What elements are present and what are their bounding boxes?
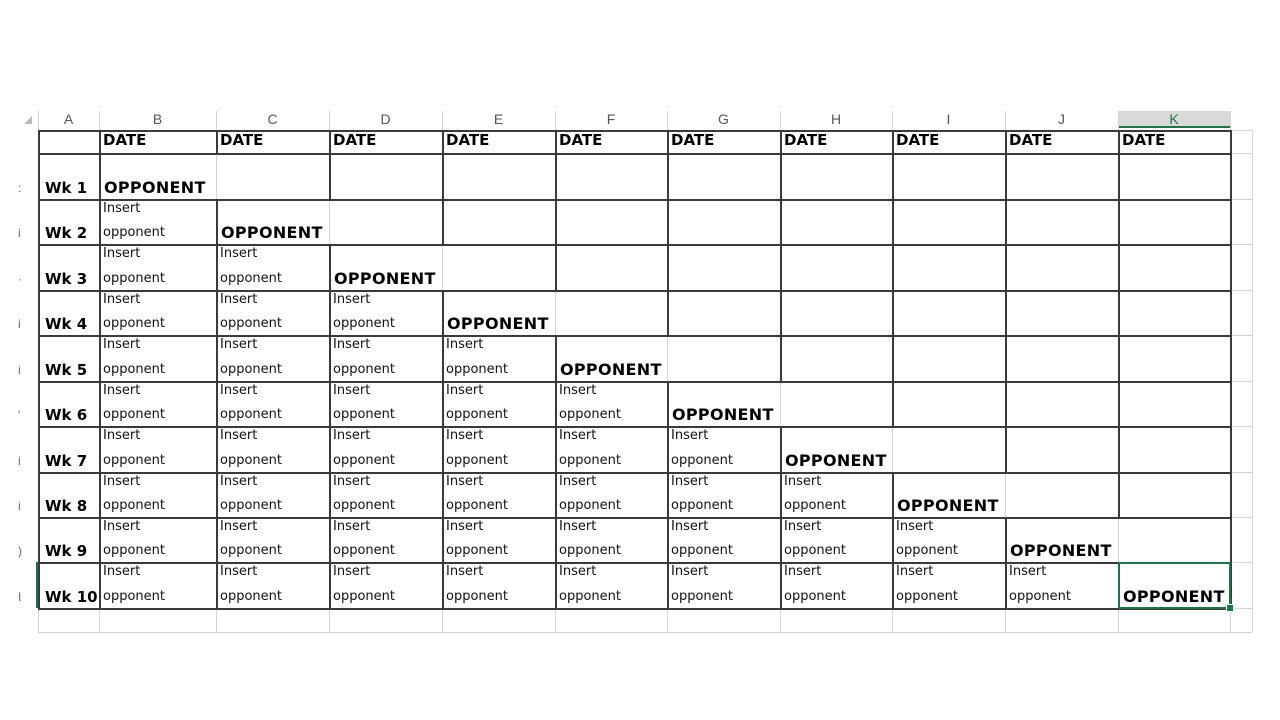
insert-opponent-line1[interactable]: Insert — [333, 428, 371, 443]
insert-opponent-line2[interactable]: opponent — [103, 362, 165, 377]
cell-border — [892, 517, 894, 563]
cell-border — [442, 472, 444, 518]
cell-border — [216, 381, 218, 427]
row-number[interactable]: I — [18, 590, 22, 604]
insert-opponent-line1[interactable]: Insert — [220, 474, 258, 489]
cell-border — [442, 517, 444, 563]
cell-border — [329, 290, 331, 336]
cell-border — [1005, 153, 1007, 200]
cell-border — [99, 199, 101, 245]
cell-border — [780, 335, 782, 382]
insert-opponent-line1[interactable]: Insert — [220, 519, 258, 534]
cell-border — [555, 244, 557, 291]
cell-border — [780, 290, 782, 336]
column-header-b[interactable]: B — [152, 111, 163, 127]
week-label: Wk 3 — [45, 270, 88, 288]
cell-border — [442, 130, 444, 154]
insert-opponent-line1[interactable]: Insert — [220, 428, 258, 443]
insert-opponent-line2[interactable]: opponent — [896, 589, 958, 604]
cell-border — [99, 130, 101, 154]
insert-opponent-line1[interactable]: Insert — [220, 246, 258, 261]
insert-opponent-line1[interactable]: Insert — [103, 474, 141, 489]
insert-opponent-line2[interactable]: opponent — [220, 271, 282, 286]
date-header-e: DATE — [446, 131, 490, 149]
cell-border — [99, 244, 101, 291]
cell-border — [667, 381, 669, 427]
insert-opponent-line2[interactable]: opponent — [446, 543, 508, 558]
opponent-cell[interactable]: OPPONENT — [1123, 587, 1225, 606]
cell-border — [1005, 517, 1007, 563]
cell-border — [780, 130, 782, 154]
cell-border — [892, 290, 894, 336]
insert-opponent-line2[interactable]: opponent — [220, 543, 282, 558]
cell-border — [892, 130, 894, 154]
fill-handle[interactable] — [1226, 604, 1234, 612]
cell-border — [555, 562, 557, 609]
week-label: Wk 1 — [45, 179, 88, 197]
insert-opponent-line1[interactable]: Insert — [446, 383, 484, 398]
cell-border — [216, 130, 218, 154]
cell-border — [555, 130, 557, 154]
insert-opponent-line1[interactable]: Insert — [559, 519, 597, 534]
cell-border — [667, 153, 669, 200]
insert-opponent-line1[interactable]: Insert — [559, 474, 597, 489]
cell-border — [1118, 472, 1120, 518]
insert-opponent-line2[interactable]: opponent — [220, 362, 282, 377]
insert-opponent-line1[interactable]: Insert — [220, 383, 258, 398]
week-label: Wk 8 — [45, 497, 88, 515]
cell-border — [1230, 381, 1232, 427]
cell-border — [329, 153, 331, 200]
insert-opponent-line2[interactable]: opponent — [671, 453, 733, 468]
active-row-indicator — [36, 562, 38, 608]
insert-opponent-line2[interactable]: opponent — [446, 589, 508, 604]
cell-border — [38, 290, 40, 336]
cell-border — [1230, 153, 1232, 200]
cell-border — [442, 335, 444, 382]
insert-opponent-line2[interactable]: opponent — [784, 589, 846, 604]
opponent-cell[interactable]: OPPONENT — [447, 314, 549, 333]
cell-border — [38, 244, 40, 291]
cell-border — [1005, 426, 1007, 473]
insert-opponent-line2[interactable]: opponent — [333, 453, 395, 468]
cell-border — [780, 426, 782, 473]
insert-opponent-line1[interactable]: Insert — [333, 519, 371, 534]
cell-border — [38, 130, 40, 154]
insert-opponent-line2[interactable]: opponent — [333, 589, 395, 604]
cell-border — [442, 199, 444, 245]
cell-border — [1005, 562, 1007, 609]
insert-opponent-line2[interactable]: opponent — [784, 498, 846, 513]
insert-opponent-line1[interactable]: Insert — [103, 246, 141, 261]
cell-border — [216, 517, 218, 563]
insert-opponent-line2[interactable]: opponent — [671, 589, 733, 604]
column-header-f[interactable]: F — [606, 111, 616, 127]
week-label: Wk 9 — [45, 542, 88, 560]
insert-opponent-line1[interactable]: Insert — [333, 474, 371, 489]
insert-opponent-line2[interactable]: opponent — [559, 589, 621, 604]
cell-border — [99, 472, 101, 518]
insert-opponent-line2[interactable]: opponent — [220, 453, 282, 468]
insert-opponent-line1[interactable]: Insert — [671, 474, 709, 489]
cell-border — [442, 562, 444, 609]
insert-opponent-line2[interactable]: opponent — [103, 498, 165, 513]
cell-border — [1230, 335, 1232, 382]
row-number[interactable]: i — [18, 499, 21, 513]
row-number[interactable]: i — [18, 317, 21, 331]
week-label: Wk 6 — [45, 406, 88, 424]
insert-opponent-line1[interactable]: Insert — [446, 564, 484, 579]
cell-border — [38, 472, 40, 518]
cell-border — [216, 290, 218, 336]
cell-border — [38, 517, 40, 563]
insert-opponent-line1[interactable]: Insert — [1009, 564, 1047, 579]
cell-border — [555, 381, 557, 427]
cell-border — [329, 244, 331, 291]
row-number[interactable]: i — [18, 226, 21, 240]
insert-opponent-line2[interactable]: opponent — [220, 407, 282, 422]
cell-border — [667, 562, 669, 609]
insert-opponent-line1[interactable]: Insert — [784, 474, 822, 489]
cell-border — [216, 426, 218, 473]
row-number[interactable]: : — [18, 181, 22, 195]
insert-opponent-line1[interactable]: Insert — [103, 564, 141, 579]
cell-border — [329, 517, 331, 563]
cell-border — [1005, 290, 1007, 336]
gridline-v — [1252, 130, 1253, 632]
insert-opponent-line2[interactable]: opponent — [103, 316, 165, 331]
week-label: Wk 2 — [45, 224, 88, 242]
insert-opponent-line2[interactable]: opponent — [220, 316, 282, 331]
opponent-cell[interactable]: OPPONENT — [785, 451, 887, 470]
insert-opponent-line1[interactable]: Insert — [220, 337, 258, 352]
cell-border — [99, 562, 101, 609]
date-header-k: DATE — [1122, 131, 1166, 149]
insert-opponent-line1[interactable]: Insert — [103, 201, 141, 216]
cell-border — [667, 426, 669, 473]
insert-opponent-line2[interactable]: opponent — [446, 453, 508, 468]
cell-border — [667, 130, 669, 154]
cell-border — [329, 472, 331, 518]
cell-border — [38, 562, 40, 609]
insert-opponent-line2[interactable]: opponent — [103, 407, 165, 422]
date-header-g: DATE — [671, 131, 715, 149]
insert-opponent-line1[interactable]: Insert — [446, 337, 484, 352]
opponent-cell[interactable]: OPPONENT — [672, 405, 774, 424]
column-header-c[interactable]: C — [267, 111, 278, 127]
insert-opponent-line1[interactable]: Insert — [559, 428, 597, 443]
row-number[interactable]: ' — [18, 408, 21, 422]
cell-border — [1118, 153, 1120, 200]
insert-opponent-line1[interactable]: Insert — [333, 383, 371, 398]
cell-border — [780, 153, 782, 200]
cell-border — [216, 244, 218, 291]
cell-border — [99, 517, 101, 563]
week-label: Wk 4 — [45, 315, 88, 333]
insert-opponent-line2[interactable]: opponent — [220, 498, 282, 513]
cell-border — [667, 472, 669, 518]
insert-opponent-line2[interactable]: opponent — [784, 543, 846, 558]
column-header-g[interactable]: G — [718, 111, 729, 127]
row-number[interactable]: · — [18, 272, 22, 286]
cell-border — [329, 335, 331, 382]
column-header-d[interactable]: D — [380, 111, 391, 127]
insert-opponent-line1[interactable]: Insert — [103, 428, 141, 443]
insert-opponent-line2[interactable]: opponent — [559, 543, 621, 558]
cell-border — [780, 472, 782, 518]
column-header-e[interactable]: E — [493, 111, 504, 127]
cell-border — [38, 381, 40, 427]
row-number[interactable]: i — [18, 454, 21, 468]
insert-opponent-line2[interactable]: opponent — [559, 453, 621, 468]
cell-border — [99, 335, 101, 382]
cell-border — [892, 244, 894, 291]
opponent-cell[interactable]: OPPONENT — [897, 496, 999, 515]
insert-opponent-line2[interactable]: opponent — [333, 362, 395, 377]
insert-opponent-line2[interactable]: opponent — [446, 407, 508, 422]
opponent-cell[interactable]: OPPONENT — [104, 178, 206, 197]
week-label: Wk 10 — [45, 588, 98, 606]
cell-border — [216, 472, 218, 518]
insert-opponent-line2[interactable]: opponent — [103, 589, 165, 604]
cell-border — [38, 426, 40, 473]
insert-opponent-line1[interactable]: Insert — [559, 383, 597, 398]
cell-border — [442, 381, 444, 427]
cell-border — [1005, 130, 1007, 154]
cell-border — [38, 335, 40, 382]
cell-border — [442, 290, 444, 336]
cell-border — [1230, 426, 1232, 473]
cell-border — [555, 335, 557, 382]
insert-opponent-line2[interactable]: opponent — [220, 589, 282, 604]
cell-border — [1118, 426, 1120, 473]
cell-border — [99, 290, 101, 336]
cell-border — [780, 517, 782, 563]
cell-border — [329, 130, 331, 154]
insert-opponent-line1[interactable]: Insert — [446, 519, 484, 534]
week-label: Wk 7 — [45, 452, 88, 470]
cell-border — [555, 199, 557, 245]
insert-opponent-line1[interactable]: Insert — [896, 519, 934, 534]
gridline-h — [38, 632, 1252, 633]
cell-border — [1230, 130, 1232, 154]
insert-opponent-line1[interactable]: Insert — [333, 337, 371, 352]
cell-border — [555, 472, 557, 518]
insert-opponent-line2[interactable]: opponent — [671, 543, 733, 558]
insert-opponent-line1[interactable]: Insert — [103, 519, 141, 534]
insert-opponent-line2[interactable]: opponent — [103, 453, 165, 468]
insert-opponent-line1[interactable]: Insert — [103, 337, 141, 352]
cell-border — [329, 562, 331, 609]
cell-border — [442, 153, 444, 200]
insert-opponent-line1[interactable]: Insert — [103, 383, 141, 398]
cell-border — [38, 153, 40, 200]
date-header-d: DATE — [333, 131, 377, 149]
column-header-a[interactable]: A — [63, 111, 74, 127]
insert-opponent-line1[interactable]: Insert — [559, 564, 597, 579]
cell-border — [1118, 290, 1120, 336]
insert-opponent-line1[interactable]: Insert — [671, 428, 709, 443]
insert-opponent-line2[interactable]: opponent — [559, 498, 621, 513]
date-header-c: DATE — [220, 131, 264, 149]
cell-border — [38, 199, 40, 245]
cell-border — [1230, 244, 1232, 291]
cell-border — [1005, 381, 1007, 427]
cell-border — [99, 153, 101, 200]
cell-border — [216, 562, 218, 609]
cell-border — [1005, 199, 1007, 245]
insert-opponent-line2[interactable]: opponent — [559, 407, 621, 422]
cell-border — [329, 381, 331, 427]
insert-opponent-line2[interactable]: opponent — [333, 407, 395, 422]
date-header-j: DATE — [1009, 131, 1053, 149]
cell-border — [667, 517, 669, 563]
insert-opponent-line1[interactable]: Insert — [333, 564, 371, 579]
cell-border — [1118, 381, 1120, 427]
insert-opponent-line1[interactable]: Insert — [896, 564, 934, 579]
cell-border — [329, 426, 331, 473]
opponent-cell[interactable]: OPPONENT — [560, 360, 662, 379]
cell-border — [667, 199, 669, 245]
cell-border — [1230, 199, 1232, 245]
cell-border — [442, 426, 444, 473]
insert-opponent-line1[interactable]: Insert — [784, 519, 822, 534]
opponent-cell[interactable]: OPPONENT — [221, 223, 323, 242]
cell-border — [780, 199, 782, 245]
cell-border — [99, 381, 101, 427]
insert-opponent-line1[interactable]: Insert — [671, 564, 709, 579]
opponent-cell[interactable]: OPPONENT — [1010, 541, 1112, 560]
insert-opponent-line2[interactable]: opponent — [446, 498, 508, 513]
active-cell-selection[interactable] — [1118, 562, 1231, 609]
insert-opponent-line2[interactable]: opponent — [333, 498, 395, 513]
insert-opponent-line1[interactable]: Insert — [220, 564, 258, 579]
week-label: Wk 5 — [45, 361, 88, 379]
cell-border — [1118, 335, 1120, 382]
cell-border — [99, 426, 101, 473]
cell-border — [216, 199, 218, 245]
column-header-j[interactable]: J — [1058, 111, 1065, 127]
insert-opponent-line2[interactable]: opponent — [896, 543, 958, 558]
insert-opponent-line2[interactable]: opponent — [333, 543, 395, 558]
opponent-cell[interactable]: OPPONENT — [334, 269, 436, 288]
cell-border — [555, 153, 557, 200]
cell-border — [1230, 472, 1232, 518]
cell-border — [892, 153, 894, 200]
date-header-f: DATE — [559, 131, 603, 149]
cell-border — [780, 562, 782, 609]
insert-opponent-line2[interactable]: opponent — [1009, 589, 1071, 604]
cell-border — [667, 290, 669, 336]
row-number[interactable]: i — [18, 363, 21, 377]
cell-border — [1230, 290, 1232, 336]
date-header-h: DATE — [784, 131, 828, 149]
cell-border — [892, 335, 894, 382]
cell-border — [1118, 130, 1120, 154]
cell-border — [1005, 335, 1007, 382]
cell-border — [216, 335, 218, 382]
insert-opponent-line2[interactable]: opponent — [671, 498, 733, 513]
cell-border — [1005, 244, 1007, 291]
insert-opponent-line1[interactable]: Insert — [220, 292, 258, 307]
row-number[interactable]: ) — [18, 544, 22, 558]
insert-opponent-line2[interactable]: opponent — [333, 316, 395, 331]
cell-border — [1230, 517, 1232, 563]
cell-border — [667, 244, 669, 291]
cell-border — [892, 472, 894, 518]
insert-opponent-line2[interactable]: opponent — [103, 225, 165, 240]
date-header-i: DATE — [896, 131, 940, 149]
cell-border — [555, 426, 557, 473]
insert-opponent-line2[interactable]: opponent — [103, 271, 165, 286]
insert-opponent-line1[interactable]: Insert — [103, 292, 141, 307]
cell-border — [555, 517, 557, 563]
date-header-b: DATE — [103, 131, 147, 149]
insert-opponent-line1[interactable]: Insert — [671, 519, 709, 534]
column-header-h[interactable]: H — [830, 111, 842, 127]
insert-opponent-line2[interactable]: opponent — [103, 543, 165, 558]
insert-opponent-line2[interactable]: opponent — [446, 362, 508, 377]
cell-border — [892, 381, 894, 427]
cell-border — [780, 244, 782, 291]
column-header-i[interactable]: I — [946, 111, 951, 127]
insert-opponent-line1[interactable]: Insert — [333, 292, 371, 307]
insert-opponent-line1[interactable]: Insert — [784, 564, 822, 579]
select-all-corner[interactable] — [24, 116, 32, 124]
cell-border — [892, 562, 894, 609]
insert-opponent-line1[interactable]: Insert — [446, 428, 484, 443]
cell-border — [1118, 244, 1120, 291]
cell-border — [1118, 199, 1120, 245]
column-header-k[interactable]: K — [1118, 111, 1230, 128]
cell-border — [892, 199, 894, 245]
insert-opponent-line1[interactable]: Insert — [446, 474, 484, 489]
